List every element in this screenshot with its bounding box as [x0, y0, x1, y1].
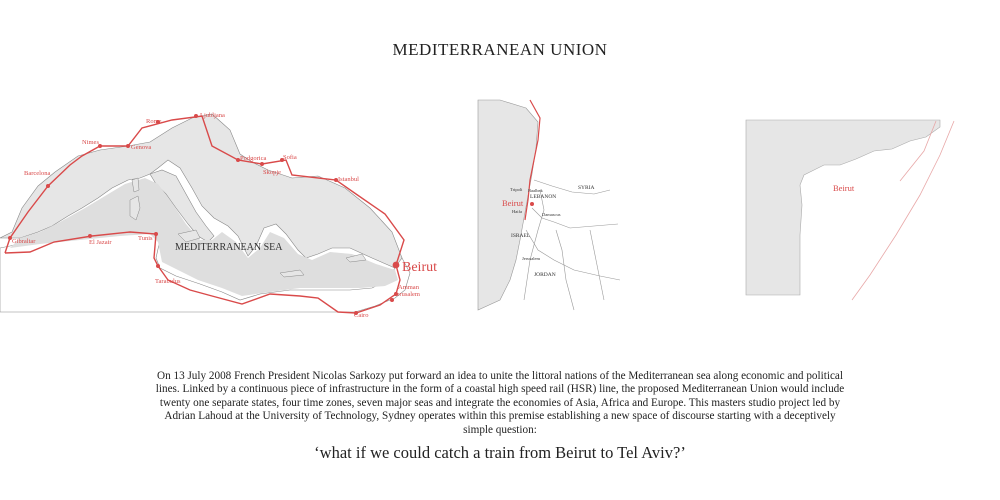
- zoom-sea: [746, 120, 940, 295]
- city-label-el-jazair: El Jazair: [89, 239, 112, 246]
- town-label-damascus: Damascus: [542, 212, 561, 217]
- page-title: MEDITERRANEAN UNION: [392, 40, 608, 59]
- hub-label-beirut: Beirut: [402, 260, 437, 275]
- region-label-syria: SYRIA: [578, 185, 595, 191]
- city-label-genova: Genova: [131, 144, 152, 151]
- beirut-zoom-map: [740, 115, 960, 300]
- quote-line: ‘what if we could catch a train from Beirut to Tel Aviv?’: [314, 443, 686, 462]
- town-label-tripoli: Tripoli: [510, 187, 523, 192]
- town-label-jerusalem: Jerusalem: [522, 256, 540, 261]
- region-label-israel: ISRAEL: [511, 233, 531, 239]
- hub-label-beirut-levant: Beirut: [502, 198, 524, 208]
- city-label-amman: Amman: [398, 284, 419, 291]
- city-label-jerusalem: Jerusalem: [394, 291, 420, 298]
- city-label-ljubljana: Ljubljana: [200, 112, 225, 119]
- city-label-barcelona: Barcelona: [24, 170, 51, 177]
- sea-label: MEDITERRANEAN SEA: [175, 242, 283, 253]
- levant-map: [470, 100, 620, 310]
- region-label-jordan: JORDAN: [534, 272, 556, 278]
- town-label-haifa: Haifa: [512, 209, 522, 214]
- city-label-cairo: Cairo: [354, 312, 369, 319]
- city-label-istanbul: Istanbul: [338, 176, 359, 183]
- city-label-skopje: Skopje: [263, 169, 282, 176]
- beirut-dot: [530, 202, 534, 206]
- city-label-gibraltar: Gibraltar: [12, 238, 36, 245]
- town-label-baalbek: Baalbek: [528, 188, 543, 193]
- city-label-nimes: Nimes: [82, 139, 99, 146]
- city-label-rome: Rome: [146, 118, 162, 125]
- description-paragraph: On 13 July 2008 French President Nicolas Sarkozy put forward an idea to unite the littoral nations of the Mediterranean sea along economic and political lines. Linked by a continuous piece of infrastructure in the form of a coastal high speed rail (HSR) line, the proposed Mediterranean Union would include twenty one separate states, four time zones, seven major seas and integrate the economies of Asia, Africa and Europe. This masters studio project led by Adrian Lahoud at the University of Technology, Sydney operates within this premise establishing a new space of discourse starting with a deceptively simple question:: [155, 370, 845, 436]
- mediterranean-map: [0, 108, 450, 319]
- region-label-lebanon: LEBANON: [530, 194, 557, 200]
- hub-label-beirut-zoom: Beirut: [833, 183, 855, 193]
- city-label-tunis: Tunis: [138, 235, 153, 242]
- city-label-podgorica: Podgorica: [240, 155, 267, 162]
- city-label-tarabulus: Tarabulus: [155, 278, 181, 285]
- city-label-sofia: Sofia: [283, 154, 297, 161]
